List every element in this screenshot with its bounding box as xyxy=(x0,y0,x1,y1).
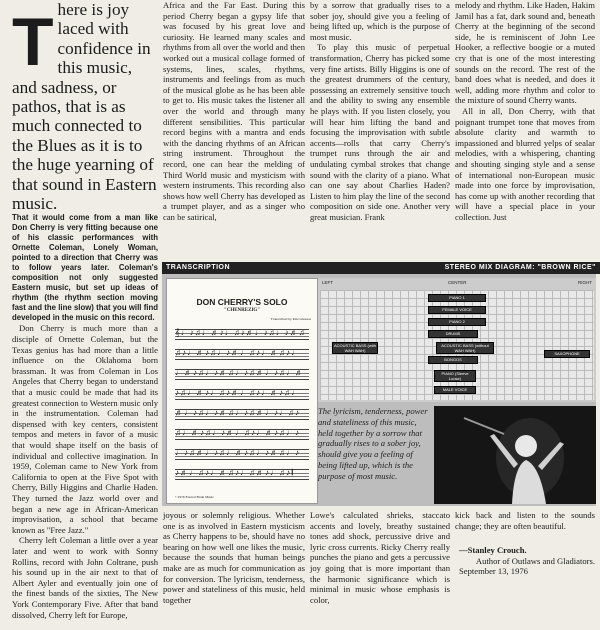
bottom-column-4 xyxy=(455,510,595,577)
lead-paragraph: here is joy laced with confidence in this music, and sadness, or pathos, that is as much connected to the Blues as it is to the huge yearning of that sound in Eastern music. xyxy=(12,0,157,214)
diagram-left-label: LEFT xyxy=(322,280,334,285)
transcription-header: TRANSCRIPTION xyxy=(162,262,318,274)
notes: ♫♪♩♬♪♫♩♪♬♩♫♪♩♬♫♪♩ xyxy=(175,348,300,357)
body-paragraph: Don Cherry is much more than a disciple of Ornette Coleman, but the Texas genius has had more than a little influence on the Oklahoma born brassman. It was from Coleman in Los Angeles that Cherry began to understand that a music could be made that had its greatest connection to Western music only in the instrumentation. Coleman had dispensed with key centers, consistent tempos and meters in favor of a music that would shape itself on the basis of individual and collective imagination. In 1959, Coleman came to New York from California to open at the Five Spot with Cherry, Billy Higgins and Charlie Haden. They turned the Jazz world over and began a new age in African-American improvisation, a school that became known as "Free Jazz." xyxy=(12,323,158,535)
musician-photo xyxy=(434,406,596,504)
diagram-center-label: CENTER xyxy=(448,280,467,285)
instrument-block: ACOUSTIC BASS (with WAH WAH) xyxy=(333,343,376,353)
notes: ♫♩♬♪♫♩♪♬♩♫♪♩♬♪♫♩♪ xyxy=(175,428,300,437)
pull-quote: The lyricism, tenderness, power and stateliness of this music, held together by a sorrow that gradually rises to a sober joy, should give you a feeling of being lifted up, which is the purpose of most music. xyxy=(318,406,428,481)
score-subtitle: "CHENREZIG" xyxy=(223,308,261,313)
instrument-block: PIANO 2 xyxy=(428,318,486,326)
bottom-column-2 xyxy=(163,510,305,605)
article-column-1 xyxy=(12,0,158,620)
instrument-block: SAXOPHONE xyxy=(544,350,590,358)
drop-cap: T xyxy=(12,4,54,80)
instrument-block: FEMALE VOICE xyxy=(428,306,486,314)
instrument-block: MALE VOICE xyxy=(434,386,476,394)
article-column-2 xyxy=(163,0,305,222)
instrument-block: BONGOS xyxy=(428,356,478,364)
bottom-column-3 xyxy=(310,510,450,605)
notes: ♪♫♩♬♪♩♫♪♬♩♫♪♩♬♪♫♩ xyxy=(175,388,300,397)
body-paragraph: joyous or solemnly religious. Whether one is as involved in Eastern mysticism as Cherry happens to be, should have no bearing on how well one likes the music, because the sounds that human beings make are as much for communication as for conversion. The lyricism, tenderness, power and stateliness of this music, held together xyxy=(163,510,305,605)
notes: ♩♪♫♬♩♪♫♩♬♪♫♩♪♬♫♩♪ xyxy=(175,448,300,457)
notes: ♬♩♪♫♩♪♬♫♩♪♫♬♩♪♩♫♪ xyxy=(175,408,300,417)
signature: —Stanley Crouch. xyxy=(459,545,527,556)
body-paragraph: Africa and the Far East. During this period Cherry began a gypsy life that was focused by his great love and curiosity. He learned many scales and rhythms from all over the world and then worked out a musical collage formed of systems, lines, scales, rhythms, instruments and feelings from as much of the musical globe as he has been able to get to. His music takes the listener all over the world and through many different sensibilities. This particular record begins with a mantra and ends with the dancing rhythms of an African string instrument. Throughout the record, one can hear the melding of Third World music and mysticism with western instruments. This recording also shows how well Cherry has developed as a trumpet player, and as a singer who can be satirical, xyxy=(163,0,305,222)
body-paragraph: kick back and listen to the sounds change; they are often beautiful. xyxy=(455,510,595,531)
article-column-4 xyxy=(455,0,595,222)
score-footer: ©1976 Eternal Brain Music xyxy=(175,495,214,499)
author-note: Author of Outlaws and Gladiators. xyxy=(475,555,595,566)
instrument-block: ACOUSTIC BASS (without WAH WAH) xyxy=(436,342,494,354)
notes: ♪♬♩♫♪♩♬♫♪♩♫♬♪♩♫♪𝄂 xyxy=(175,468,294,477)
instrument-block: DRUMS xyxy=(428,330,478,338)
score-credit: Transcribed by Pete Gleason xyxy=(270,317,311,321)
notes: 𝄞♩♪♫♩♬♪♩♫♪♬♩♪♫♩♪♬♫ xyxy=(175,328,306,337)
body-paragraph: by a sorrow that gradually rises to a sober joy, should give you a feeling of being lifted up, which is the purpose of most music. xyxy=(310,0,450,42)
body-paragraph: To play this music of perpetual transformation, Cherry has picked some very fine artists. Billy Higgins is one of the greatest drummers of the century, possessing an extremely sensitive touch and the ability to swing any ensemble he plays with. If you listen closely, you will hear him lifting the band and focusing the improvisation with subtle accents—rolls that carry Cherry's trumpet runs through the air and undulating cymbal strokes that change sound with the clarity of a piano. What can one say about Charlies Haden? Listen to him play the line of the second composition on side one. Another very great musician. Frank xyxy=(310,42,450,222)
notes: ♩♬♪♫♩♪♬♫♩♪♫♬♩♪♫♩♬ xyxy=(175,368,304,377)
lead-continuation: That it would come from a man like Don Cherry is very fitting because one of his classic performances with Ornette Coleman, Lonely Woman, pointed to a direction that Cherry was to follow years later. Coleman's composition not only suggested Eastern music, but set up ideas of rhythm (the rhythm section moving fast and the line slow) that you will find developed in the music on this record. xyxy=(12,213,158,323)
diagram-header: STEREO MIX DIAGRAM: "BROWN RICE" xyxy=(318,262,600,274)
body-paragraph: All in all, Don Cherry, with that poignant trumpet tone that moves from absolute clarity and warmth to impassioned and blurred yelps of sealar melodies, with a whispering, chanting and shouting singing style and a sense of international non-European music made into one force by improvisation, has come up with another recording that will have a special place in your collection. Just xyxy=(455,105,595,222)
body-paragraph: Cherry left Coleman a little over a year later and went to work with Sonny Rollins, record with John Coltrane, push his sound up in the air next to that of Albert Ayler and eventually join one of the finest bands of the sixties, The New York Contemporary Five. After that band dissolved, Cherry left for Europe, xyxy=(12,535,158,620)
article-column-3 xyxy=(310,0,450,222)
diagram-right-label: RIGHT xyxy=(578,280,592,285)
instrument-block: PIANO 1 xyxy=(428,294,486,302)
body-paragraph: Lowe's calculated shrieks, staccato accents and lovely, breathy sustained tones add shock, percussive drive and lyric cross currents. Ricky Cherry really punches the piano and gets a percussive joy going that is more important than the harmonic significance which is minimal in music whose emphasis is color, xyxy=(310,510,450,605)
stereo-mix-diagram xyxy=(318,278,596,402)
score-title: DON CHERRY'S SOLO xyxy=(196,297,288,307)
music-transcription xyxy=(166,278,318,504)
musician-silhouette xyxy=(434,406,596,504)
article-date: September 13, 1976 xyxy=(459,566,528,577)
body-paragraph: melody and rhythm. Like Haden, Hakim Jamil has a fat, dark sound and, beneath Cherry at the beginning of the second side, he is reminiscent of John Lee Hooker, a reflective boogie or a muted cry that is one of the most interesting sounds on the record. The rest of the band does what is needed, and does it well, adding more rhythm and color to the mixture of sound Cherry wants. xyxy=(455,0,595,106)
instrument-block: PIANO (Sleeve Loose) xyxy=(434,370,476,382)
